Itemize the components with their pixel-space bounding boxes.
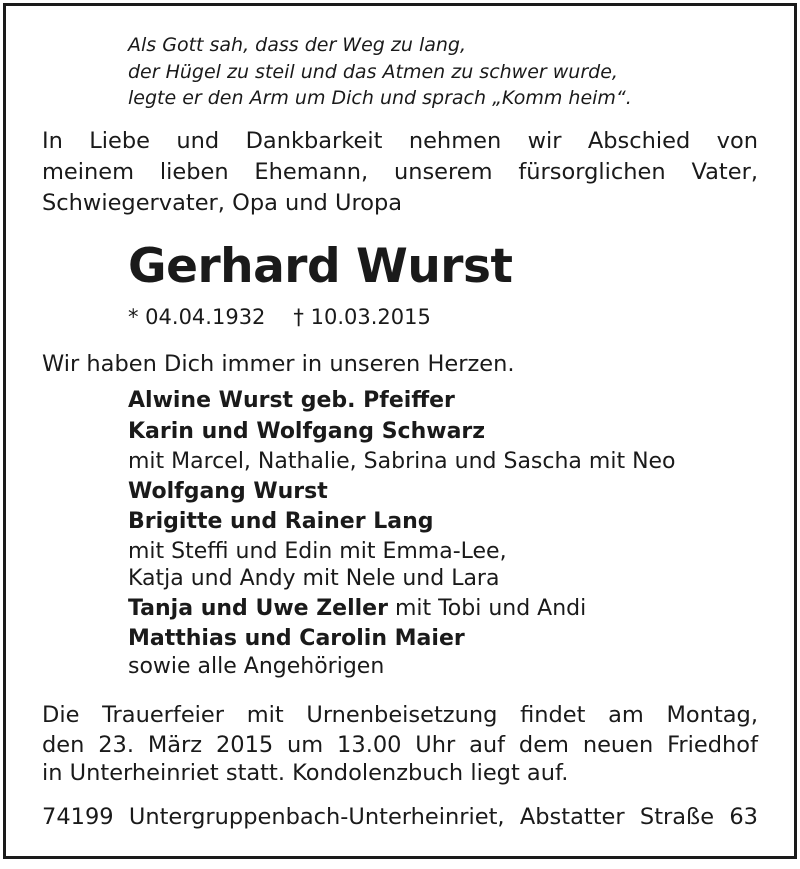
mourner-brigitte: Brigitte und Rainer Lang [128,509,434,534]
mourner-tanja-line [128,598,586,620]
heart-line: Wir haben Dich immer in unseren Herzen. [42,351,515,377]
intro-line-2: meinem lieben Ehemann, unserem fürsorglichen Vater, [42,159,758,185]
mourner-karin: Karin und Wolfgang Schwarz [128,419,486,444]
mourner-matthias: Matthias und Carolin Maier [128,626,465,651]
mourner-brigitte-children-2: Katja und Andy mit Nele und Lara [128,566,500,591]
mourner-wolfgang: Wolfgang Wurst [128,479,328,504]
mourner-alwine: Alwine Wurst geb. Pfeiffer [128,388,455,413]
birth-date: * 04.04.1932 [128,305,266,329]
intro-line-1: In Liebe und Dankbarkeit nehmen wir Abschied von [42,128,758,154]
mourner-all-relatives: sowie alle Angehörigen [128,654,385,679]
address: 74199 Untergruppenbach-Unterheinriet, Abstatter Straße 63 [42,804,758,830]
mourner-brigitte-children-1: mit Steffi und Edin mit Emma-Lee, [128,539,507,564]
ceremony-line-2: den 23. März 2015 um 13.00 Uhr auf dem neuen Friedhof [42,732,758,758]
ceremony-line-1: Die Trauerfeier mit Urnenbeisetzung findet am Montag, [42,702,758,728]
poem-line-3: legte er den Arm um Dich und sprach „Komm heim“. [128,87,632,109]
mourner-tanja-children: mit Tobi und Andi [387,596,587,621]
poem-line-2: der Hügel zu steil und das Atmen zu schwer wurde, [128,61,618,83]
death-date: † 10.03.2015 [293,305,431,329]
life-dates [128,307,431,328]
mourner-tanja: Tanja und Uwe Zeller [128,596,388,621]
deceased-name: Gerhard Wurst [128,239,513,294]
intro-line-3: Schwiegervater, Opa und Uropa [42,190,403,216]
mourner-karin-children: mit Marcel, Nathalie, Sabrina und Sascha mit Neo [128,449,676,474]
poem-line-1: Als Gott sah, dass der Weg zu lang, [128,34,467,56]
ceremony-line-3: in Unterheinriet statt. Kondolenzbuch liegt auf. [42,760,569,786]
